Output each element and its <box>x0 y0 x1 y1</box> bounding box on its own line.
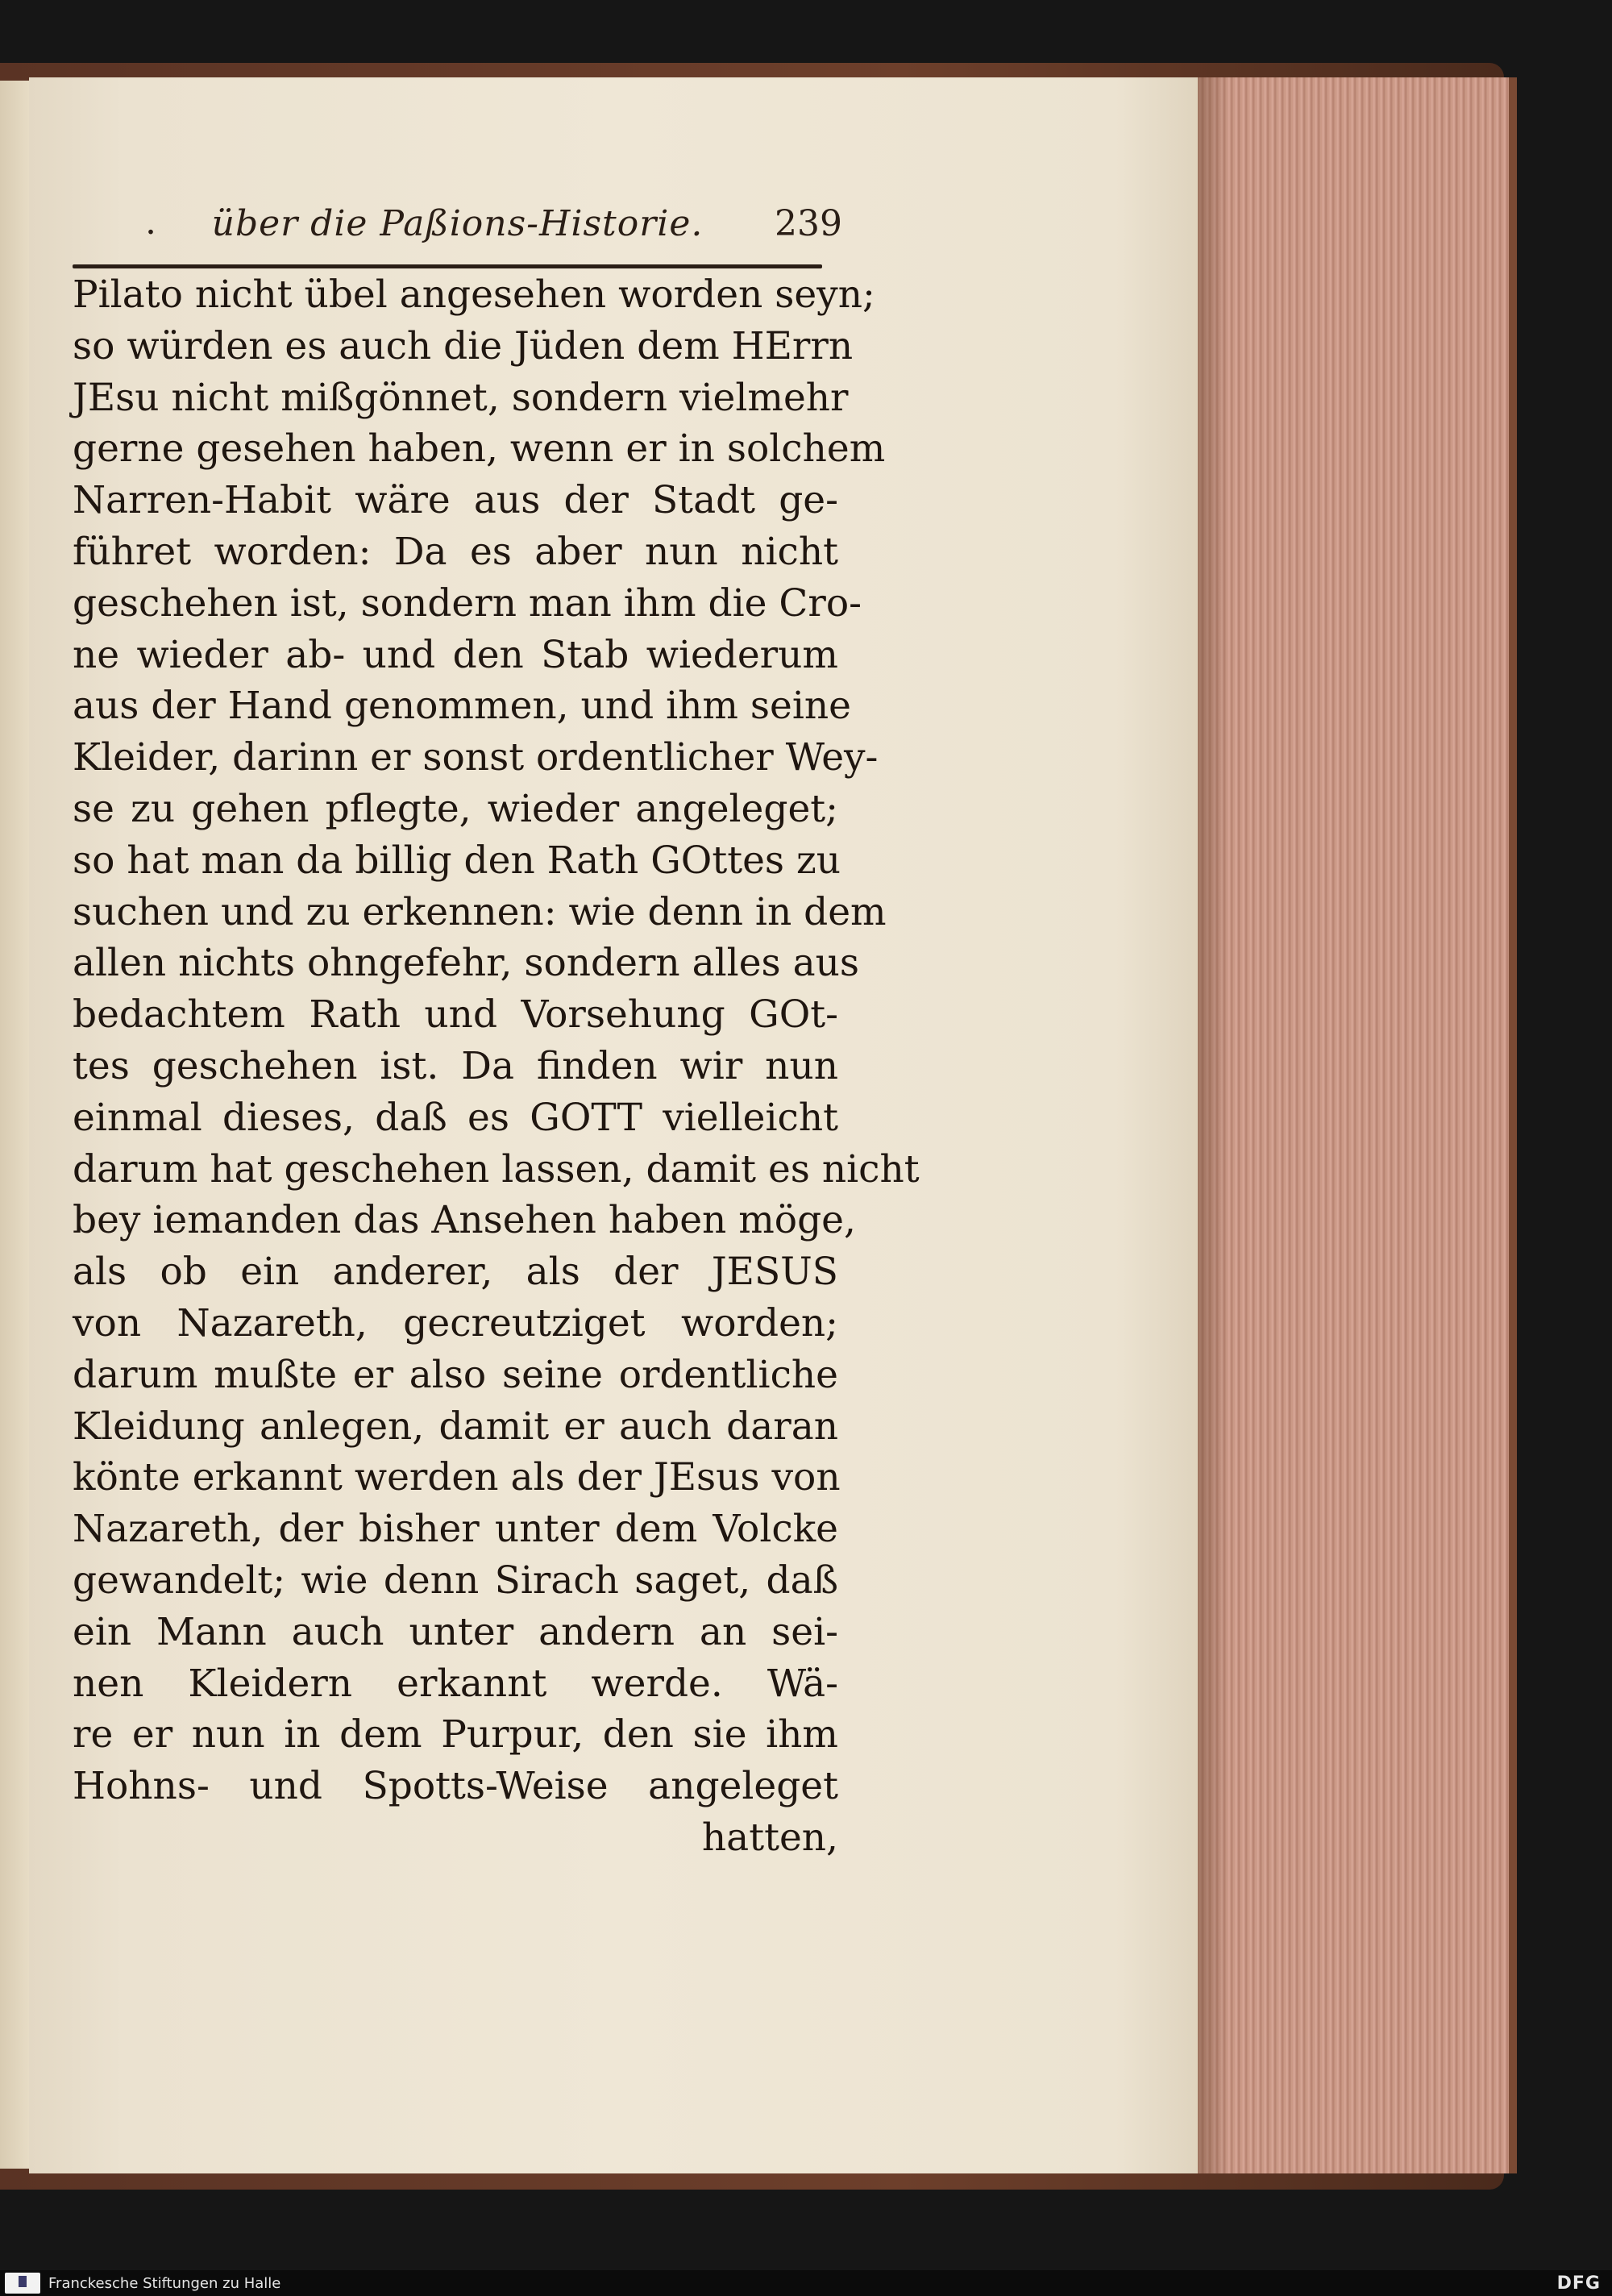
gutter-shadow <box>1198 77 1230 2173</box>
text-line: bey iemanden das Ansehen haben möge, <box>73 1198 856 1243</box>
text-line: als ob ein anderer, als der JESUS <box>73 1250 838 1295</box>
text-line: könte erkannt werden als der JEsus von <box>73 1455 841 1500</box>
page-number: 239 <box>775 203 842 244</box>
text-line: so hat man da billig den Rath GOttes zu <box>73 838 841 883</box>
text-line: einmal dieses, daß es GOTT vielleicht <box>73 1095 838 1140</box>
running-head-title: über die Paßions-Historie. <box>211 203 704 244</box>
body-text <box>73 269 920 1864</box>
text-line: ne wieder ab- und den Stab wiederum <box>73 632 838 677</box>
text-line: bedachtem Rath und Vorsehung GOt- <box>73 992 838 1038</box>
text-line: geschehen ist, sondern man ihm die Cro- <box>73 580 862 626</box>
text-line: führet worden: Da es aber nun nicht <box>73 529 838 574</box>
header-rule <box>73 264 822 268</box>
text-line: se zu gehen pflegte, wieder angeleget; <box>73 786 838 831</box>
head-dot: . <box>145 202 156 243</box>
text-line: re er nun in dem Purpur, den sie ihm <box>73 1712 838 1757</box>
left-page-edge <box>0 81 31 2169</box>
text-line: darum hat geschehen lassen, damit es nicht <box>73 1146 920 1192</box>
text-line: darum mußte er also seine ordentliche <box>73 1352 838 1397</box>
text-line: JEsu nicht mißgönnet, sondern vielmehr <box>73 375 849 420</box>
text-line: allen nichts ohngefehr, sondern alles aus <box>73 941 859 986</box>
text-line: Pilato nicht übel angesehen worden seyn; <box>73 272 875 317</box>
franckesche-stiftungen-logo-icon <box>5 2273 40 2294</box>
running-head <box>73 202 842 250</box>
dfg-badge: DFG <box>1556 2273 1601 2294</box>
text-line: Nazareth, der bisher unter dem Volcke <box>73 1507 838 1552</box>
text-line: gewandelt; wie denn Sirach saget, daß <box>73 1558 838 1603</box>
text-line: Kleidung anlegen, damit er auch daran <box>73 1404 838 1449</box>
text-line: ein Mann auch unter andern an sei- <box>73 1609 838 1654</box>
text-line: Hohns- und Spotts-Weise angeleget <box>73 1764 838 1809</box>
text-line: aus der Hand genommen, und ihm seine <box>73 684 851 729</box>
text-line: von Nazareth, gecreutziget worden; <box>73 1300 838 1346</box>
footer-bar <box>0 2270 1612 2296</box>
catchword: hatten, <box>701 1815 838 1860</box>
text-line: suchen und zu erkennen: wie denn in dem <box>73 889 887 934</box>
footer-credit: Franckesche Stiftungen zu Halle <box>48 2275 281 2292</box>
text-line: nen Kleidern erkannt werde. Wä- <box>73 1661 838 1706</box>
page-block-edges <box>1198 77 1517 2173</box>
text-line: Narren-Habit wäre aus der Stadt ge- <box>73 478 838 523</box>
text-line: gerne gesehen haben, wenn er in solchem <box>73 426 886 472</box>
text-line: tes geschehen ist. Da finden wir nun <box>73 1043 838 1088</box>
text-line: so würden es auch die Jüden dem HErrn <box>73 323 854 368</box>
text-line: Kleider, darinn er sonst ordentlicher Wey- <box>73 735 879 780</box>
